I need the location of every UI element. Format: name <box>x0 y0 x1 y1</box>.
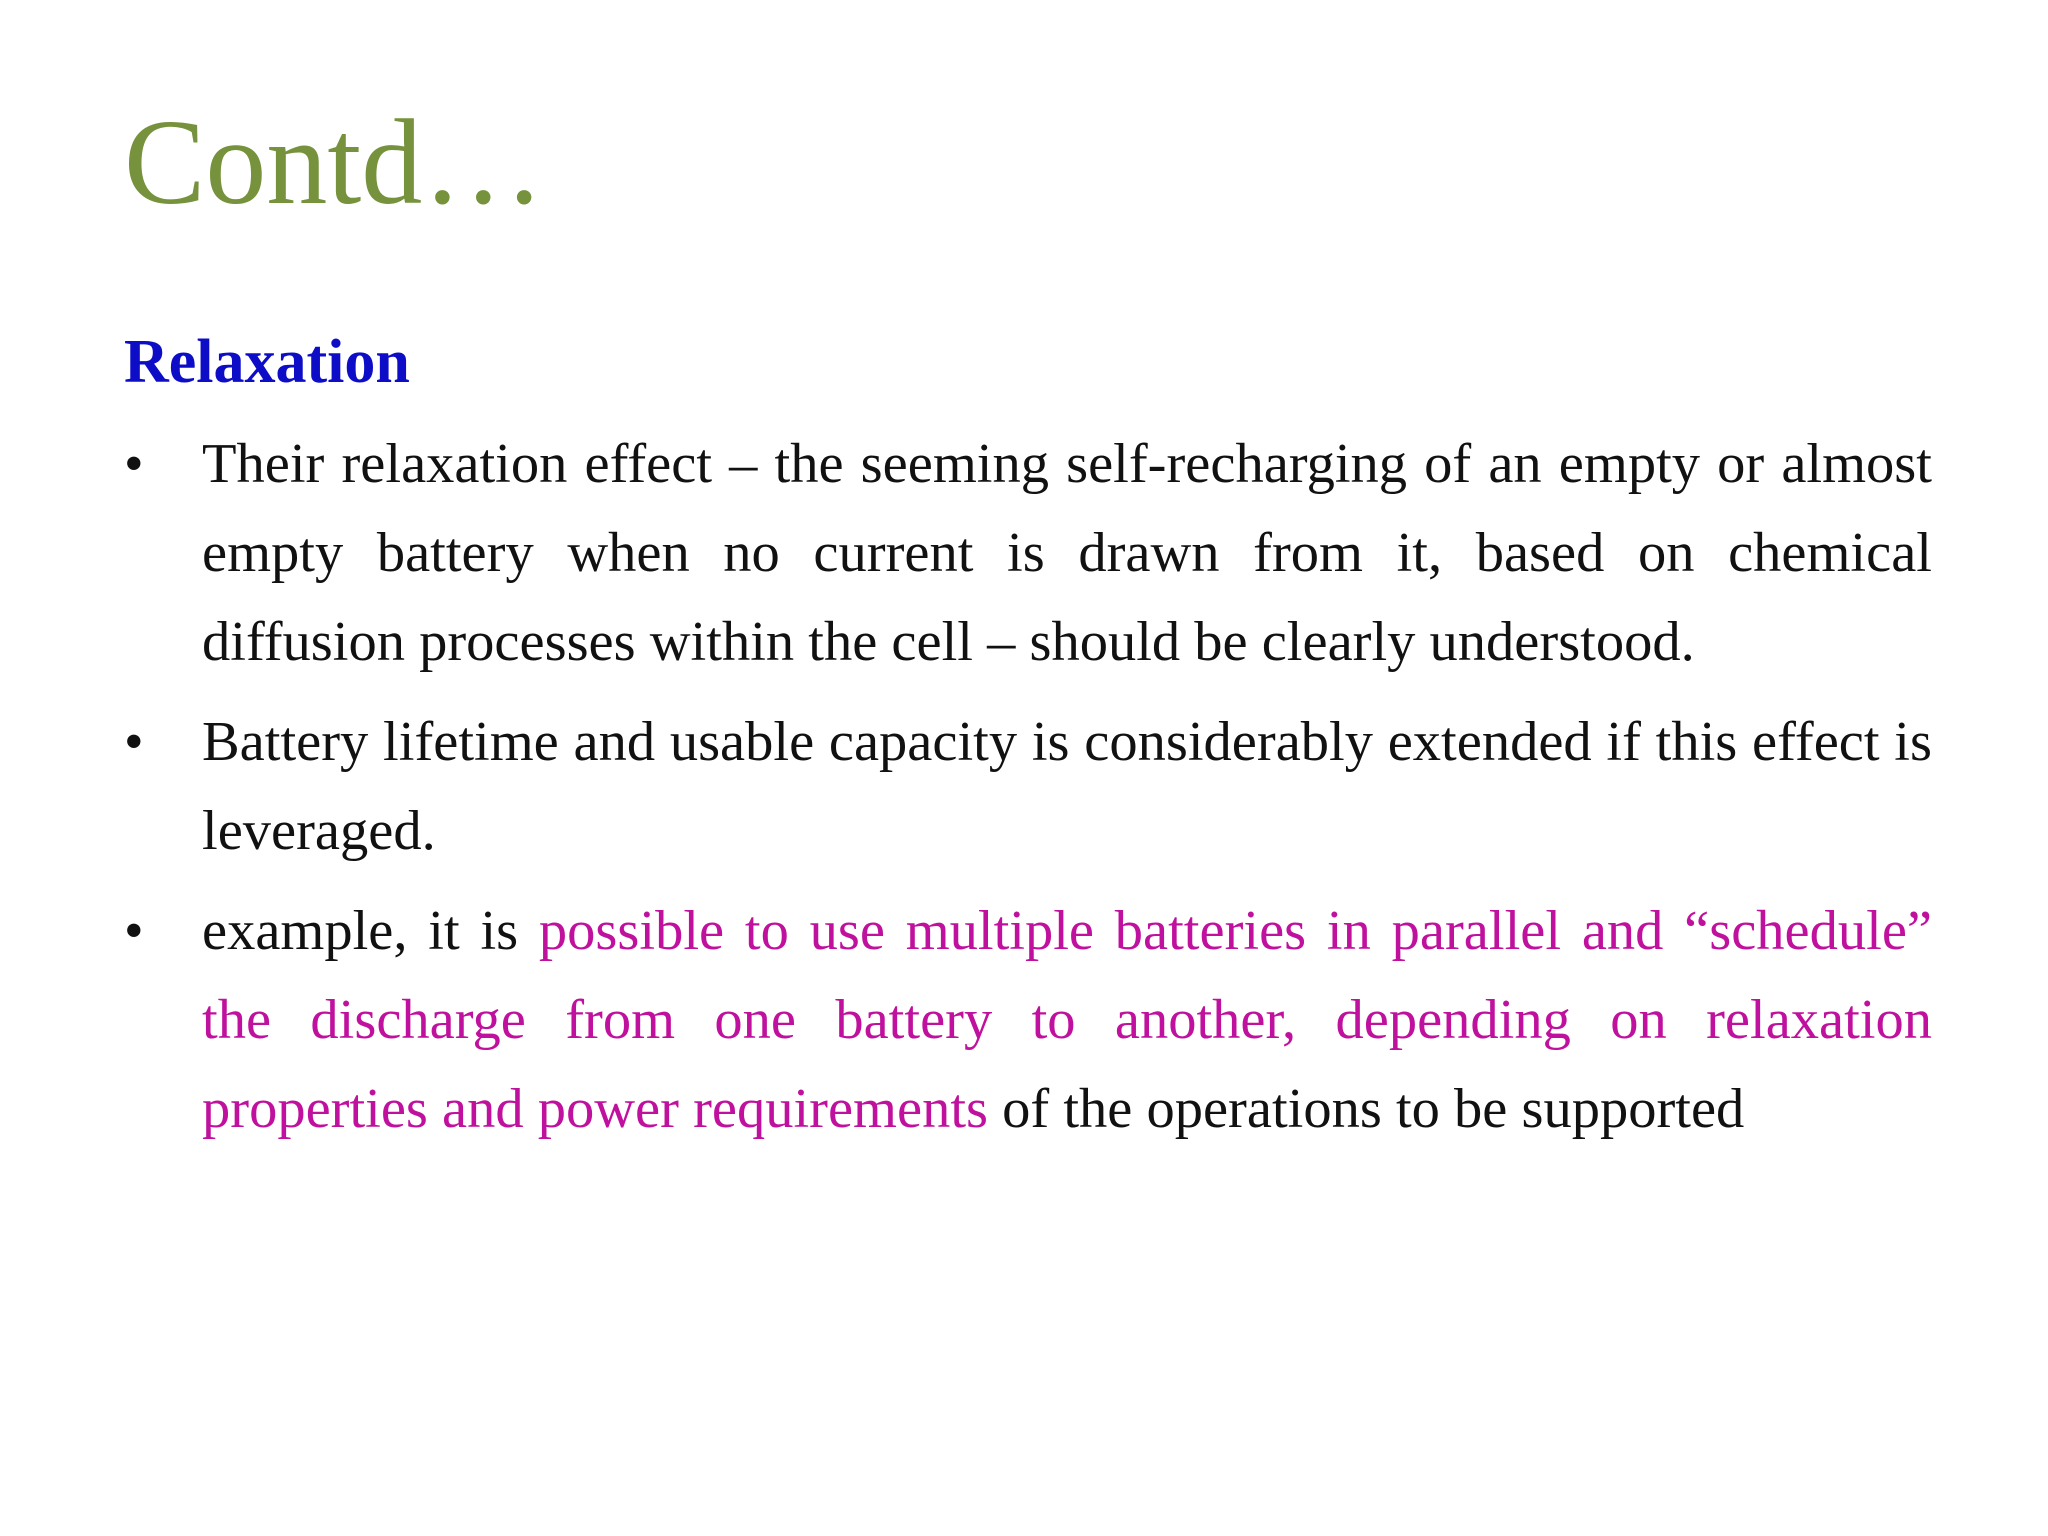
bullet-text-prefix: example, it is <box>202 900 539 962</box>
bullet-icon: • <box>124 433 144 495</box>
bullet-icon: • <box>124 900 144 962</box>
bullet-text-suffix: of the operations to be supported <box>988 1078 1745 1140</box>
slide-title: Contd… <box>124 95 545 230</box>
bullet-text-highlight: possible to use multiple batteries in parallel and “schedule” the discharge from one battery to another, depending on relaxation properties and power requirements <box>202 900 1932 1140</box>
bullet-item-relaxation-effect <box>124 420 1932 687</box>
bullet-text: Battery lifetime and usable capacity is considerably extended if this effect is leveraged. <box>202 711 1932 862</box>
bullet-item-battery-lifetime <box>124 698 1932 876</box>
bullet-item-example <box>124 887 1932 1154</box>
bullet-icon: • <box>124 711 144 773</box>
section-heading: Relaxation <box>124 328 410 396</box>
bullet-text: Their relaxation effect – the seeming self-recharging of an empty or almost empty battery when no current is drawn from it, based on chemical diffusion processes within the cell – should be clearly understood. <box>202 433 1932 673</box>
bullet-list <box>124 420 1932 1165</box>
